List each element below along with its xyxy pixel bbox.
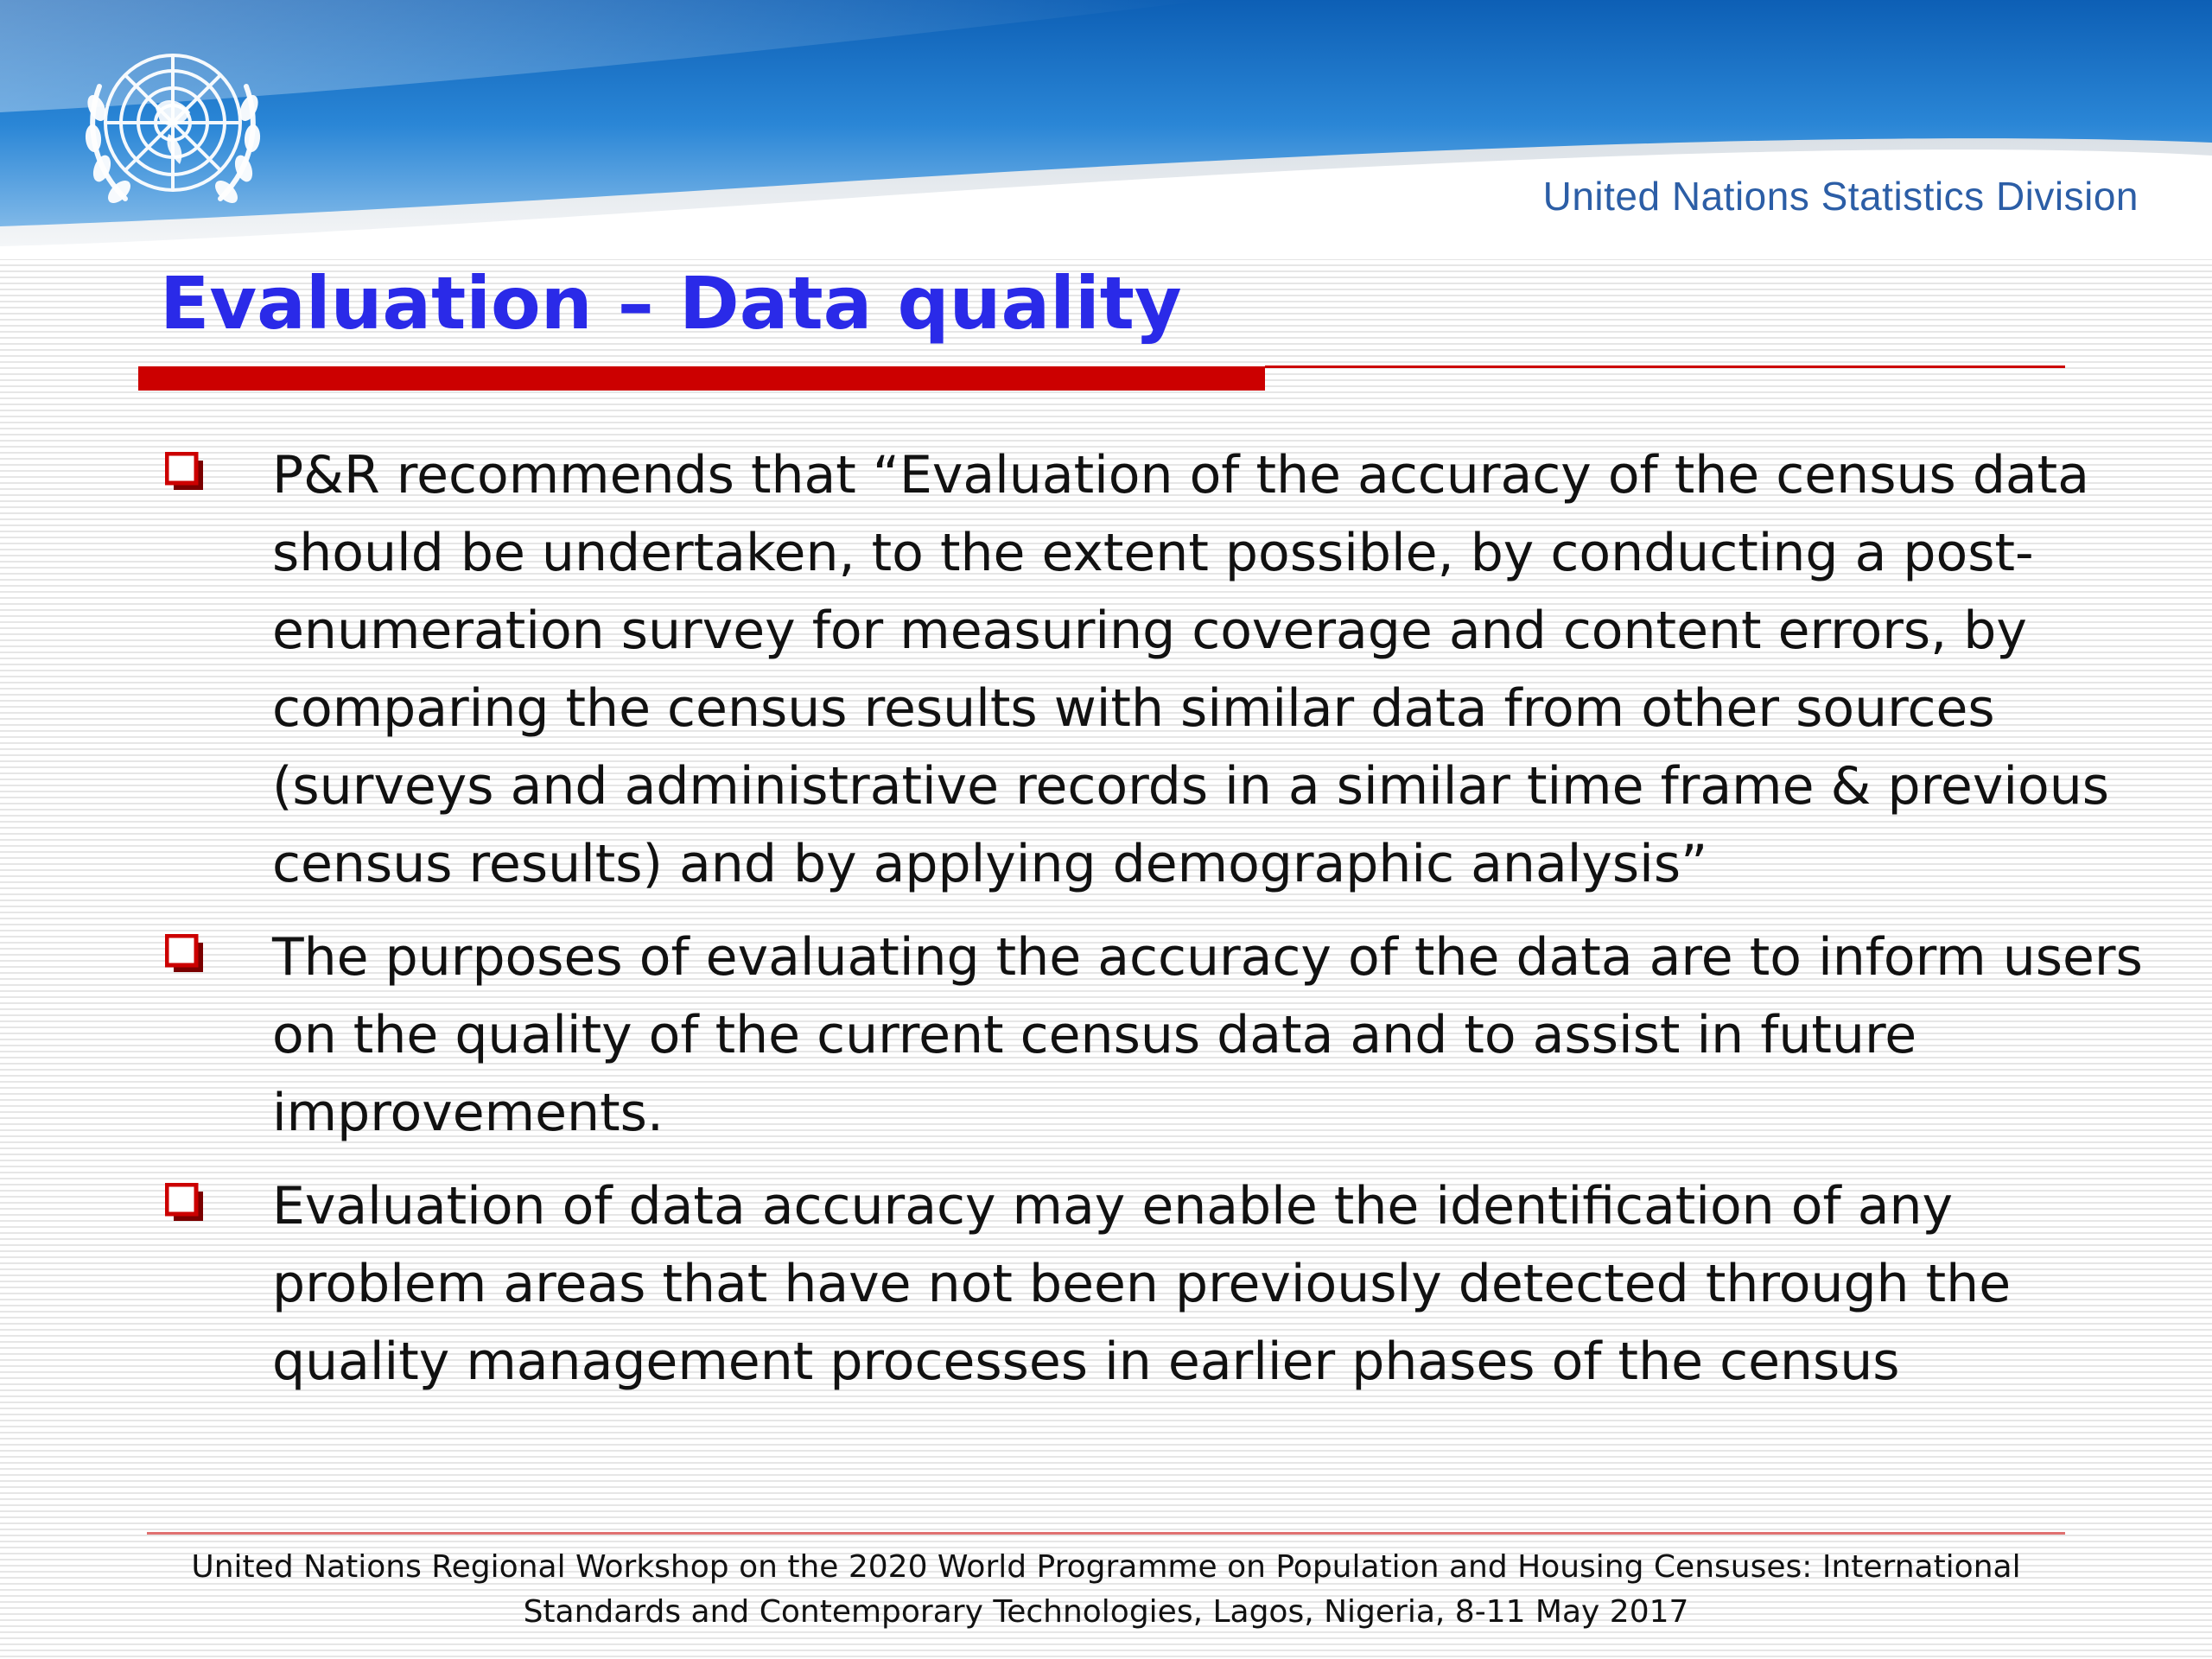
bullet-text: P&R recommends that “Evaluation of the accuracy of the census data should be undertaken, to the extent possible, by conducting a post-enumeration survey for measuring coverage and content errors, by comparing the census results with similar data from other sources (surveys and administrative records in a similar time frame & previous census results) and by applying demographic analysis” xyxy=(272,445,2109,894)
organization-name: United Nations Statistics Division xyxy=(1542,174,2139,219)
bullet-item xyxy=(160,436,2156,903)
bullet-text: Evaluation of data accuracy may enable the identification of any problem areas that have not been previously detected through the quality management processes in earlier phases of the census xyxy=(272,1176,2012,1392)
checkbox-icon xyxy=(165,1183,205,1223)
slide-title: Evaluation – Data quality xyxy=(160,261,1182,346)
bullet-text: The purposes of evaluating the accuracy of the data are to inform users on the quality of the current census data and to assist in future improvements. xyxy=(272,927,2143,1143)
bullet-item xyxy=(160,1167,2156,1401)
un-emblem-icon xyxy=(60,26,285,225)
bullet-list xyxy=(160,436,2156,1416)
checkbox-icon xyxy=(165,934,205,974)
title-underline-thick xyxy=(138,366,1265,391)
footer-divider xyxy=(147,1532,2065,1535)
checkbox-icon xyxy=(165,452,205,492)
title-underline-thin xyxy=(1265,365,2065,368)
header-banner xyxy=(0,0,2212,259)
footer-text: United Nations Regional Workshop on the 2020 World Programme on Population and Housing Censuses: International Standards and Contemporary Technologies, Lagos, Nigeria, 8-11 May 2017 xyxy=(191,1549,2021,1630)
bullet-item xyxy=(160,918,2156,1152)
